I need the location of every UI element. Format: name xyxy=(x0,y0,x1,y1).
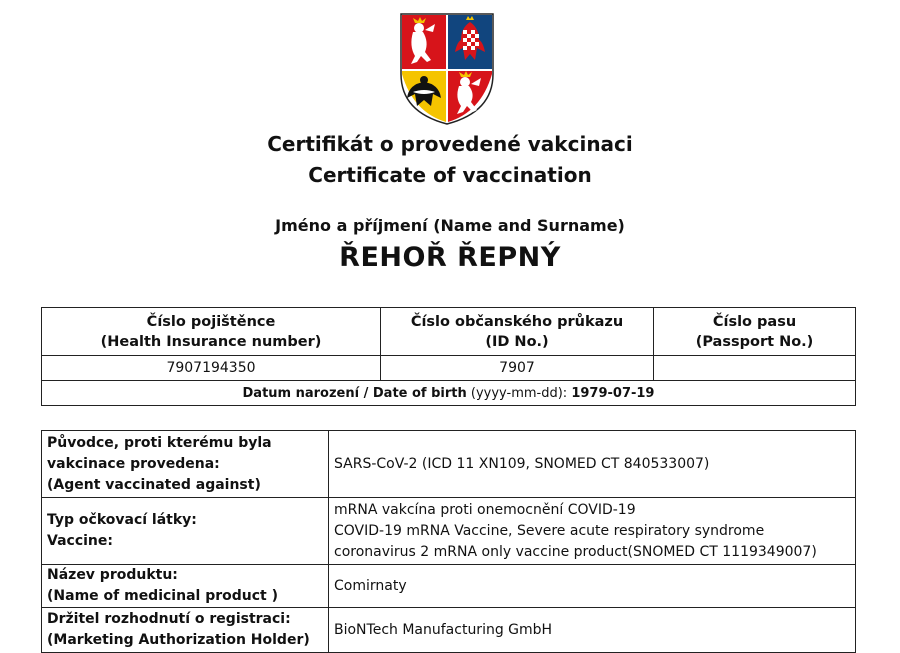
czech-coat-of-arms-icon xyxy=(399,12,495,126)
product-name-value: Comirnaty xyxy=(329,565,856,608)
dob-value: 1979-07-19 xyxy=(571,385,655,401)
certificate-title-en: Certificate of vaccination xyxy=(308,163,592,187)
table-row xyxy=(42,498,856,565)
id-number-value: 7907 xyxy=(381,356,654,381)
table-row xyxy=(42,431,856,498)
passport-number-header: Číslo pasu (Passport No.) xyxy=(654,308,856,356)
vaccination-table xyxy=(41,430,856,653)
table-row xyxy=(42,608,856,653)
id-number-header: Číslo občanského průkazu (ID No.) xyxy=(381,308,654,356)
authorization-holder-label: Držitel rozhodnutí o registraci: (Marketing Authorization Holder) xyxy=(42,608,329,653)
certificate-title-cz: Certifikát o provedené vakcinaci xyxy=(267,132,633,156)
vaccine-type-label: Typ očkovací látky: Vaccine: xyxy=(42,498,329,565)
agent-label: Původce, proti kterému byla vakcinace provedena: (Agent vaccinated against) xyxy=(42,431,329,498)
name-label: Jméno a příjmení (Name and Surname) xyxy=(275,216,625,235)
health-insurance-header: Číslo pojištěnce (Health Insurance number) xyxy=(42,308,381,356)
agent-value: SARS-CoV-2 (ICD 11 XN109, SNOMED CT 840533007) xyxy=(329,431,856,498)
health-insurance-value: 7907194350 xyxy=(42,356,381,381)
identity-table xyxy=(41,307,856,406)
table-row xyxy=(42,565,856,608)
product-name-label: Název produktu: (Name of medicinal product ) xyxy=(42,565,329,608)
dob-format: (yyyy-mm-dd): xyxy=(470,385,568,401)
authorization-holder-value: BioNTech Manufacturing GmbH xyxy=(329,608,856,653)
dob-label: Datum narození / Date of birth xyxy=(242,385,467,401)
holder-full-name: ŘEHOŘ ŘEPNÝ xyxy=(339,242,561,273)
passport-number-value xyxy=(654,356,856,381)
date-of-birth-row xyxy=(42,381,856,406)
vaccine-type-value: mRNA vakcína proti onemocnění COVID-19 COVID-19 mRNA Vaccine, Severe acute respiratory syndrome coronavirus 2 mRNA only vaccine product(SNOMED CT 1119349007) xyxy=(329,498,856,565)
